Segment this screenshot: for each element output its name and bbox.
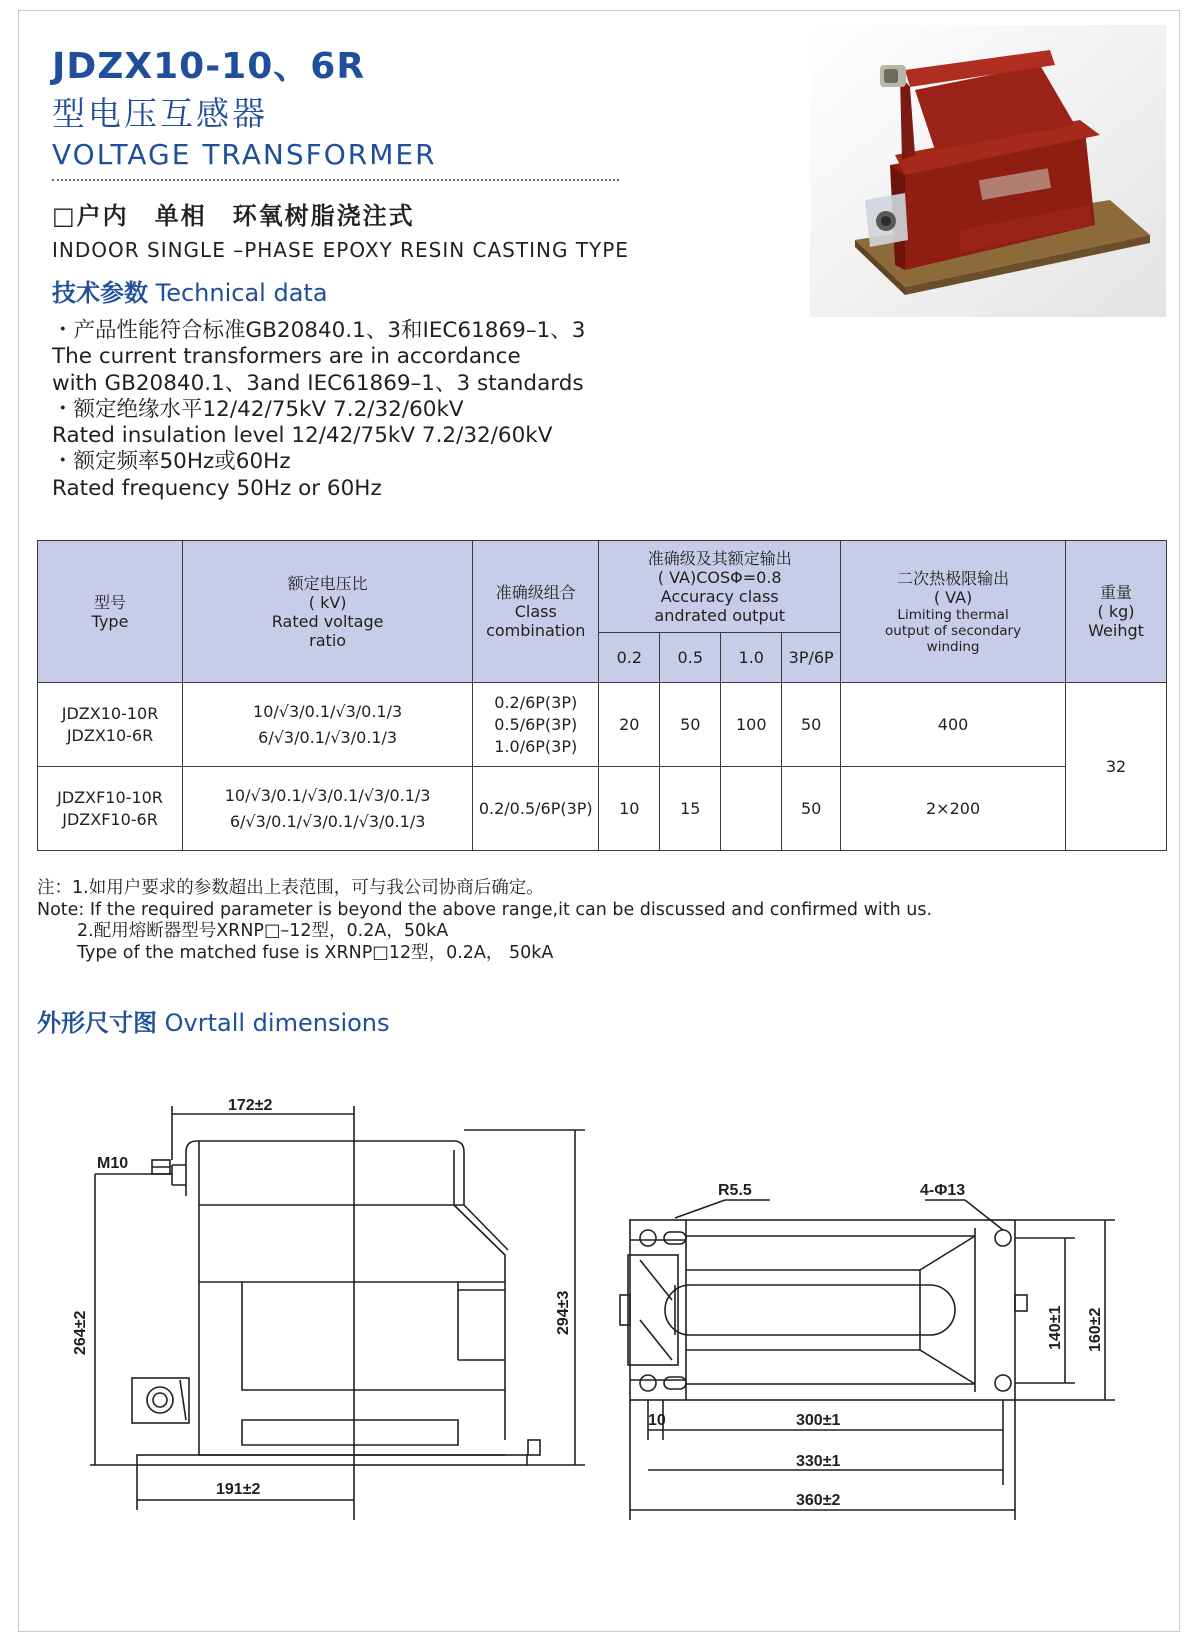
dim-m10: M10 (97, 1155, 129, 1172)
table-row (38, 767, 1167, 851)
header-class-en: combination (486, 621, 586, 640)
cell-acc-10: 100 (721, 683, 782, 767)
dimensions-section-title (37, 1003, 390, 1038)
cell-acc-02: 10 (599, 767, 660, 851)
dotted-divider (52, 179, 619, 181)
class-value: 1.0/6P(3P) (494, 736, 578, 756)
dim-360: 360±2 (796, 1492, 841, 1509)
dim-160: 160±2 (1087, 1307, 1104, 1352)
header-weight-en: Weihgt (1088, 621, 1144, 640)
header-thermal-cn: 二次热极限输出 (897, 568, 1010, 588)
header-accuracy-cn: 准确级及其额定输出 (647, 548, 792, 568)
spec-line: The current transformers are in accordance (52, 344, 521, 370)
cell-class: 0.2/0.5/6P(3P) (473, 767, 599, 851)
cell-acc-05: 50 (660, 683, 721, 767)
cell-acc-3p6p: 50 (782, 683, 841, 767)
type-value: JDZXF10-10R (57, 787, 163, 807)
header-class-en: Class (514, 602, 557, 621)
header-type (38, 541, 183, 683)
header-thermal-en: Limiting thermal (897, 606, 1009, 623)
header-class-cn: 准确级组合 (495, 583, 576, 602)
header-accuracy-unit: ( VA)COSΦ=0.8 (657, 567, 782, 587)
dim-r55: R5.5 (718, 1182, 752, 1199)
cell-weight: 32 (1066, 683, 1167, 851)
cell-thermal: 2×200 (841, 767, 1066, 851)
cell-type (38, 683, 183, 767)
type-value: JDZX10-6R (66, 725, 154, 745)
header-thermal-en: output of secondary (885, 622, 1022, 639)
header-weight-cn: 重量 (1100, 583, 1133, 602)
header-ratio-unit: ( kV) (308, 592, 347, 612)
dim-294: 294±3 (555, 1290, 572, 1335)
note-1-cn: 注：1.如用户要求的参数超出上表范围，可与我公司协商后确定。 (37, 878, 544, 898)
header-ratio-en: ratio (309, 630, 347, 650)
cell-acc-02: 20 (599, 683, 660, 767)
header-acc-3p6p: 3P/6P (782, 633, 841, 683)
dim-264: 264±2 (72, 1310, 89, 1355)
header-accuracy (599, 541, 841, 633)
header-acc-10: 1.0 (721, 633, 782, 683)
ratio-value: 10/√3/0.1/√3/0.1/3 (253, 701, 403, 721)
spec-list (52, 318, 585, 502)
dim-172: 172±2 (228, 1097, 273, 1114)
notes (37, 878, 932, 964)
header-ratio (183, 541, 473, 683)
cell-ratio (183, 683, 473, 767)
product-model-title: JDZX10-10、6R (52, 46, 366, 87)
feature-cn: □户内 单相 环氧树脂浇注式 (52, 202, 415, 230)
table-row (38, 683, 1167, 767)
spec-line: Rated insulation level 12/42/75kV 7.2/32/60kV (52, 423, 553, 449)
cell-acc-3p6p: 50 (782, 767, 841, 851)
dim-330: 330±1 (796, 1453, 841, 1470)
header-acc-02: 0.2 (599, 633, 660, 683)
technical-data-table (37, 540, 1167, 851)
ratio-value: 10/√3/0.1/√3/0.1/√3/0.1/3 (224, 785, 431, 805)
cell-type (38, 767, 183, 851)
feature-en: INDOOR SINGLE –PHASE EPOXY RESIN CASTING TYPE (52, 238, 629, 262)
cell-ratio (183, 767, 473, 851)
spec-line: ・额定绝缘水平12/42/75kV 7.2/32/60kV (52, 396, 464, 422)
product-type-cn: 型电压互感器 (52, 94, 268, 133)
header-ratio-en: Rated voltage (271, 611, 384, 631)
header-type-cn: 型号 (94, 592, 127, 612)
spec-line: with GB20840.1、3and IEC61869–1、3 standards (52, 370, 584, 396)
spec-line: ・额定频率50Hz或60Hz (52, 449, 291, 475)
product-photo (810, 25, 1166, 317)
type-value: JDZX10-10R (61, 703, 159, 723)
class-value: 0.2/6P(3P) (494, 692, 578, 712)
spec-line: ・产品性能符合标准GB20840.1、3和IEC61869–1、3 (52, 318, 586, 343)
dims-title-cn: 外形尺寸图 (37, 1009, 157, 1037)
note-2-cn: 2.配用熔断器型号XRNP□–12型，0.2A，50kA (77, 921, 449, 941)
cell-acc-10 (721, 767, 782, 851)
dim-holes: 4-Φ13 (920, 1182, 966, 1199)
header-thermal-en: winding (926, 638, 980, 655)
dimension-drawing (0, 1060, 1200, 1540)
tech-title-cn: 技术参数 (52, 279, 148, 307)
header-accuracy-en: Accuracy class (660, 586, 779, 606)
note-2-en: Type of the matched fuse is XRNP□12型，0.2A， 50kA (77, 942, 554, 963)
header-acc-05: 0.5 (660, 633, 721, 683)
note-1-en: Note: If the required parameter is beyond the above range,it can be discussed and confirmed with us. (37, 899, 933, 920)
header-ratio-cn: 额定电压比 (287, 573, 368, 593)
class-value: 0.5/6P(3P) (494, 714, 578, 734)
header-class (473, 541, 599, 683)
dim-10: 10 (648, 1412, 666, 1429)
header-thermal (841, 541, 1066, 683)
header-thermal-unit: ( VA) (933, 587, 973, 607)
cell-acc-05: 15 (660, 767, 721, 851)
product-type-en: VOLTAGE TRANSFORMER (52, 138, 437, 171)
cell-thermal: 400 (841, 683, 1066, 767)
dims-title-en: Ovrtall dimensions (164, 1009, 390, 1037)
ratio-value: 6/√3/0.1/√3/0.1/3 (258, 727, 398, 747)
tech-section-title (52, 273, 328, 308)
cell-class (473, 683, 599, 767)
dim-191: 191±2 (216, 1481, 261, 1498)
ratio-value: 6/√3/0.1/√3/0.1/√3/0.1/3 (229, 811, 426, 831)
header-type-en: Type (91, 611, 129, 631)
dim-140: 140±1 (1047, 1305, 1064, 1350)
type-value: JDZXF10-6R (62, 809, 158, 829)
tech-title-en: Technical data (155, 279, 328, 307)
header-accuracy-en: andrated output (654, 605, 786, 625)
header-weight-unit: ( kg) (1097, 602, 1135, 621)
spec-line: Rated frequency 50Hz or 60Hz (52, 475, 382, 501)
header-weight (1066, 541, 1167, 683)
dim-300: 300±1 (796, 1412, 841, 1429)
